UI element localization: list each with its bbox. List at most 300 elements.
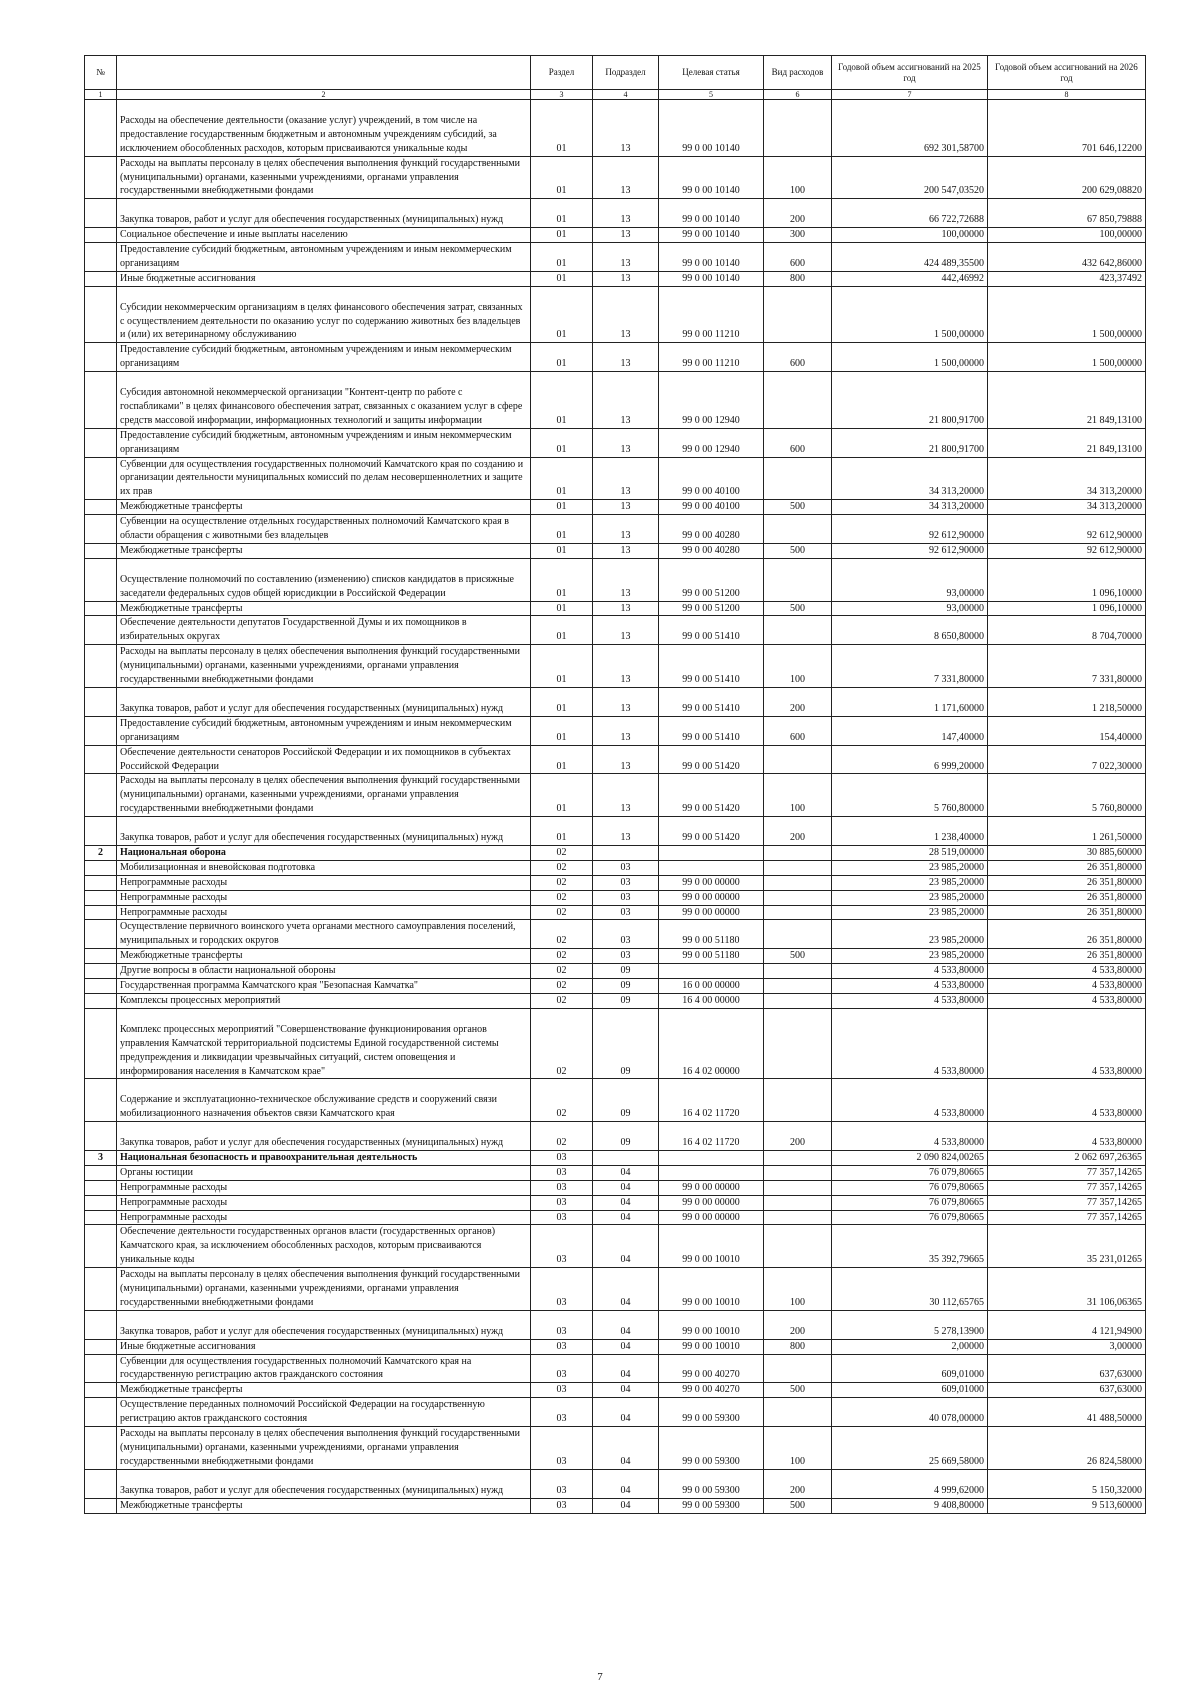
row-number [85,100,117,157]
row-expense-type [764,1180,832,1195]
row-volume-2025: 21 800,91700 [832,372,988,429]
row-podrazdel: 13 [593,428,659,457]
row-name: Предоставление субсидий бюджетным, автономным учреждениям и иным некоммерческим организациям [117,428,531,457]
row-razdel: 01 [531,500,593,515]
row-target-article: 99 0 00 40280 [659,515,764,544]
row-volume-2026: 637,63000 [988,1383,1146,1398]
table-row [85,1268,1146,1311]
row-volume-2025: 34 313,20000 [832,500,988,515]
row-volume-2025: 1 500,00000 [832,286,988,343]
table-row [85,905,1146,920]
row-name: Предоставление субсидий бюджетным, автономным учреждениям и иным некоммерческим организациям [117,343,531,372]
row-name: Обеспечение деятельности государственных органов власти (государственных органов) Камчатского края, за исключением обособленных расходов, которым присваиваются уникальные коды [117,1225,531,1268]
row-target-article: 99 0 00 10010 [659,1225,764,1268]
row-number [85,500,117,515]
row-volume-2025: 2,00000 [832,1339,988,1354]
row-razdel: 01 [531,457,593,500]
row-volume-2026: 41 488,50000 [988,1398,1146,1427]
header-podrazdel: Подраздел [593,56,659,90]
table-row [85,920,1146,949]
header-name [117,56,531,90]
table-row [85,1195,1146,1210]
row-podrazdel: 09 [593,1008,659,1079]
row-razdel: 03 [531,1225,593,1268]
row-number [85,1122,117,1151]
row-number [85,558,117,601]
row-target-article: 99 0 00 51420 [659,817,764,846]
row-number [85,716,117,745]
row-target-article: 99 0 00 10140 [659,243,764,272]
row-razdel: 03 [531,1150,593,1165]
row-volume-2025: 6 999,20000 [832,745,988,774]
row-volume-2026: 4 533,80000 [988,964,1146,979]
row-podrazdel: 03 [593,949,659,964]
row-target-article: 99 0 00 40100 [659,457,764,500]
row-podrazdel: 13 [593,343,659,372]
table-row [85,372,1146,429]
row-razdel: 01 [531,716,593,745]
header-target-article: Целевая статья [659,56,764,90]
row-podrazdel: 09 [593,1122,659,1151]
row-number [85,1008,117,1079]
row-volume-2026: 35 231,01265 [988,1225,1146,1268]
row-razdel: 01 [531,243,593,272]
row-podrazdel: 09 [593,979,659,994]
table-row [85,1427,1146,1470]
budget-table [84,55,1146,1514]
row-volume-2026: 1 500,00000 [988,343,1146,372]
row-volume-2026: 4 533,80000 [988,1122,1146,1151]
row-number: 3 [85,1150,117,1165]
row-name: Субсидии некоммерческим организациям в целях финансового обеспечения затрат, связанных с осуществлением деятельности по оказанию услуг по содержанию животных без владельцев и (или) их ветеринарному обслуживанию [117,286,531,343]
row-razdel: 03 [531,1398,593,1427]
row-number [85,286,117,343]
row-name: Государственная программа Камчатского края "Безопасная Камчатка" [117,979,531,994]
row-number [85,228,117,243]
row-razdel: 03 [531,1210,593,1225]
row-expense-type [764,100,832,157]
row-target-article: 99 0 00 59300 [659,1427,764,1470]
row-expense-type: 500 [764,949,832,964]
row-volume-2025: 4 533,80000 [832,994,988,1009]
table-row [85,774,1146,817]
row-razdel: 01 [531,616,593,645]
row-number [85,1498,117,1513]
table-row [85,199,1146,228]
row-name: Иные бюджетные ассигнования [117,271,531,286]
row-expense-type [764,920,832,949]
row-number [85,1165,117,1180]
table-row [85,949,1146,964]
row-number [85,745,117,774]
row-volume-2025: 40 078,00000 [832,1398,988,1427]
row-podrazdel: 03 [593,860,659,875]
header-expense-type: Вид расходов [764,56,832,90]
row-target-article [659,860,764,875]
row-target-article: 99 0 00 10140 [659,228,764,243]
row-volume-2026: 30 885,60000 [988,845,1146,860]
row-expense-type [764,286,832,343]
row-volume-2026: 26 351,80000 [988,905,1146,920]
row-name: Другие вопросы в области национальной обороны [117,964,531,979]
table-row [85,428,1146,457]
table-row [85,716,1146,745]
row-razdel: 03 [531,1165,593,1180]
row-volume-2025: 4 999,62000 [832,1469,988,1498]
row-target-article: 99 0 00 00000 [659,1180,764,1195]
row-podrazdel: 13 [593,457,659,500]
table-row [85,1150,1146,1165]
row-podrazdel: 13 [593,543,659,558]
row-expense-type: 600 [764,243,832,272]
row-name: Закупка товаров, работ и услуг для обеспечения государственных (муниципальных) нужд [117,1122,531,1151]
row-expense-type [764,1008,832,1079]
row-razdel: 01 [531,428,593,457]
row-number [85,1180,117,1195]
row-name: Закупка товаров, работ и услуг для обеспечения государственных (муниципальных) нужд [117,1469,531,1498]
row-name: Содержание и эксплуатационно-техническое обслуживание средств и сооружений связи мобилизационного назначения объектов связи Камчатского края [117,1079,531,1122]
row-target-article: 99 0 00 12940 [659,372,764,429]
row-expense-type [764,1079,832,1122]
row-razdel: 02 [531,1079,593,1122]
row-number [85,1383,117,1398]
row-volume-2026: 26 351,80000 [988,860,1146,875]
row-razdel: 01 [531,199,593,228]
row-target-article: 99 0 00 00000 [659,875,764,890]
row-volume-2026: 3,00000 [988,1339,1146,1354]
header-index-6: 6 [764,90,832,100]
row-podrazdel: 03 [593,890,659,905]
row-volume-2025: 442,46992 [832,271,988,286]
row-name: Органы юстиции [117,1165,531,1180]
table-row [85,1210,1146,1225]
row-number [85,515,117,544]
row-volume-2025: 1 171,60000 [832,688,988,717]
row-volume-2025: 92 612,90000 [832,515,988,544]
row-name: Межбюджетные трансферты [117,601,531,616]
row-razdel: 01 [531,543,593,558]
row-expense-type: 100 [764,156,832,199]
header-razdel: Раздел [531,56,593,90]
row-volume-2026: 77 357,14265 [988,1180,1146,1195]
row-razdel: 01 [531,372,593,429]
row-expense-type: 500 [764,500,832,515]
row-podrazdel: 13 [593,515,659,544]
row-razdel: 03 [531,1498,593,1513]
row-volume-2026: 21 849,13100 [988,372,1146,429]
row-number [85,543,117,558]
row-expense-type: 800 [764,1339,832,1354]
table-row [85,688,1146,717]
row-number [85,817,117,846]
row-volume-2025: 692 301,58700 [832,100,988,157]
row-podrazdel: 04 [593,1310,659,1339]
row-podrazdel: 04 [593,1268,659,1311]
table-row [85,817,1146,846]
row-name: Закупка товаров, работ и услуг для обеспечения государственных (муниципальных) нужд [117,817,531,846]
row-target-article [659,964,764,979]
row-volume-2026: 4 533,80000 [988,979,1146,994]
row-volume-2026: 92 612,90000 [988,515,1146,544]
row-expense-type: 200 [764,1122,832,1151]
row-number [85,271,117,286]
row-volume-2025: 609,01000 [832,1383,988,1398]
row-razdel: 01 [531,156,593,199]
row-expense-type: 500 [764,543,832,558]
row-podrazdel: 13 [593,228,659,243]
row-podrazdel: 09 [593,1079,659,1122]
row-target-article: 99 0 00 51180 [659,920,764,949]
row-number [85,243,117,272]
row-volume-2026: 26 351,80000 [988,949,1146,964]
row-target-article: 99 0 00 51420 [659,745,764,774]
row-expense-type [764,745,832,774]
table-row [85,1079,1146,1122]
row-name: Комплекс процессных мероприятий "Совершенствование функционирования органов управления Камчатской территориальной подсистемы Единой государственной системы предупреждения и ликвидации чрезвычайных ситуаций, систем оповещения и информирования населения в Камчатском крае" [117,1008,531,1079]
row-name: Социальное обеспечение и иные выплаты населению [117,228,531,243]
row-expense-type [764,558,832,601]
row-expense-type [764,845,832,860]
row-razdel: 01 [531,558,593,601]
row-name: Межбюджетные трансферты [117,543,531,558]
row-podrazdel: 04 [593,1498,659,1513]
row-podrazdel: 13 [593,100,659,157]
row-razdel: 01 [531,286,593,343]
row-target-article: 99 0 00 10140 [659,199,764,228]
row-volume-2026: 77 357,14265 [988,1165,1146,1180]
row-expense-type: 200 [764,1310,832,1339]
row-expense-type [764,890,832,905]
row-volume-2026: 8 704,70000 [988,616,1146,645]
row-podrazdel: 03 [593,875,659,890]
table-row [85,515,1146,544]
row-target-article: 99 0 00 59300 [659,1398,764,1427]
header-volume-2025: Годовой объем ассигнований на 2025 год [832,56,988,90]
row-razdel: 01 [531,228,593,243]
row-volume-2025: 23 985,20000 [832,860,988,875]
row-volume-2026: 21 849,13100 [988,428,1146,457]
row-target-article: 99 0 00 00000 [659,905,764,920]
table-row [85,1122,1146,1151]
row-volume-2025: 23 985,20000 [832,949,988,964]
header-index-7: 7 [832,90,988,100]
row-expense-type [764,1210,832,1225]
row-podrazdel: 13 [593,199,659,228]
row-volume-2025: 23 985,20000 [832,905,988,920]
row-volume-2025: 4 533,80000 [832,964,988,979]
row-name: Осуществление полномочий по составлению (изменению) списков кандидатов в присяжные заседатели федеральных судов общей юрисдикции в Российской Федерации [117,558,531,601]
row-volume-2026: 5 760,80000 [988,774,1146,817]
row-podrazdel: 13 [593,688,659,717]
row-number [85,920,117,949]
table-row [85,457,1146,500]
row-volume-2026: 4 121,94900 [988,1310,1146,1339]
row-razdel: 03 [531,1339,593,1354]
row-name: Межбюджетные трансферты [117,1383,531,1398]
row-volume-2025: 5 278,13900 [832,1310,988,1339]
table-row [85,156,1146,199]
row-volume-2026: 4 533,80000 [988,1079,1146,1122]
row-number [85,1268,117,1311]
table-row [85,343,1146,372]
row-volume-2025: 100,00000 [832,228,988,243]
row-number [85,645,117,688]
row-volume-2025: 4 533,80000 [832,1079,988,1122]
row-volume-2025: 5 760,80000 [832,774,988,817]
row-volume-2025: 76 079,80665 [832,1165,988,1180]
table-row [85,616,1146,645]
row-volume-2025: 30 112,65765 [832,1268,988,1311]
row-number [85,905,117,920]
row-podrazdel: 13 [593,745,659,774]
row-name: Расходы на обеспечение деятельности (оказание услуг) учреждений, в том числе на предоставление государственным бюджетным и автономным учреждениям субсидий, за исключением обособленных расходов, которым присваиваются уникальные коды [117,100,531,157]
row-volume-2025: 34 313,20000 [832,457,988,500]
row-target-article: 99 0 00 59300 [659,1498,764,1513]
table-row [85,1498,1146,1513]
row-podrazdel: 04 [593,1195,659,1210]
table-header [85,56,1146,100]
row-expense-type: 100 [764,1268,832,1311]
table-body [85,100,1146,1514]
row-number [85,774,117,817]
row-number [85,890,117,905]
row-expense-type [764,905,832,920]
row-expense-type [764,1195,832,1210]
row-name: Обеспечение деятельности сенаторов Российской Федерации и их помощников в субъектах Российской Федерации [117,745,531,774]
table-row [85,1383,1146,1398]
row-podrazdel: 13 [593,616,659,645]
row-target-article: 99 0 00 10010 [659,1268,764,1311]
row-expense-type [764,964,832,979]
row-podrazdel: 13 [593,558,659,601]
row-volume-2025: 147,40000 [832,716,988,745]
row-podrazdel: 13 [593,243,659,272]
row-volume-2026: 7 331,80000 [988,645,1146,688]
row-name: Расходы на выплаты персоналу в целях обеспечения выполнения функций государственными (муниципальными) органами, казенными учреждениями, органами управления государственными внебюджетными фондами [117,645,531,688]
row-volume-2026: 2 062 697,26365 [988,1150,1146,1165]
row-razdel: 02 [531,1008,593,1079]
row-razdel: 01 [531,515,593,544]
row-volume-2026: 26 824,58000 [988,1427,1146,1470]
row-name: Национальная безопасность и правоохранительная деятельность [117,1150,531,1165]
row-podrazdel: 03 [593,920,659,949]
row-podrazdel: 04 [593,1225,659,1268]
row-volume-2025: 424 489,35500 [832,243,988,272]
row-razdel: 03 [531,1427,593,1470]
row-volume-2025: 4 533,80000 [832,979,988,994]
row-razdel: 02 [531,964,593,979]
header-no: № [85,56,117,90]
row-number [85,1469,117,1498]
table-row [85,271,1146,286]
table-row [85,645,1146,688]
row-name: Непрограммные расходы [117,890,531,905]
table-row [85,243,1146,272]
row-number [85,156,117,199]
row-volume-2026: 1 096,10000 [988,558,1146,601]
row-volume-2026: 77 357,14265 [988,1195,1146,1210]
row-volume-2026: 77 357,14265 [988,1210,1146,1225]
row-expense-type [764,979,832,994]
row-target-article [659,1165,764,1180]
row-podrazdel: 04 [593,1339,659,1354]
row-target-article: 16 4 02 11720 [659,1079,764,1122]
row-volume-2026: 4 533,80000 [988,1008,1146,1079]
row-number [85,1195,117,1210]
row-expense-type [764,372,832,429]
row-razdel: 03 [531,1180,593,1195]
row-name: Закупка товаров, работ и услуг для обеспечения государственных (муниципальных) нужд [117,688,531,717]
row-podrazdel: 04 [593,1383,659,1398]
row-razdel: 01 [531,100,593,157]
row-number [85,428,117,457]
table-row [85,890,1146,905]
header-index-8: 8 [988,90,1146,100]
row-name: Субсидия автономной некоммерческой организации "Контент-центр по работе с госпабликами" в целях финансового обеспечения затрат, связанных с оказанием услуг в сфере средств массовой информации, информационных технологий и защиты информации [117,372,531,429]
row-name: Национальная оборона [117,845,531,860]
row-number [85,1310,117,1339]
row-number [85,1210,117,1225]
row-podrazdel: 03 [593,905,659,920]
row-target-article: 99 0 00 11210 [659,343,764,372]
row-volume-2025: 76 079,80665 [832,1180,988,1195]
row-target-article: 99 0 00 11210 [659,286,764,343]
row-razdel: 02 [531,860,593,875]
row-name: Непрограммные расходы [117,1195,531,1210]
row-name: Субвенции для осуществления государственных полномочий Камчатского края на государственную регистрацию актов гражданского состояния [117,1354,531,1383]
row-volume-2025: 93,00000 [832,601,988,616]
row-expense-type: 100 [764,645,832,688]
row-volume-2026: 100,00000 [988,228,1146,243]
row-expense-type [764,457,832,500]
row-target-article: 99 0 00 51200 [659,601,764,616]
row-name: Межбюджетные трансферты [117,949,531,964]
row-expense-type: 100 [764,774,832,817]
row-target-article: 99 0 00 10140 [659,271,764,286]
row-expense-type: 600 [764,343,832,372]
row-name: Непрограммные расходы [117,1210,531,1225]
row-name: Расходы на выплаты персоналу в целях обеспечения выполнения функций государственными (муниципальными) органами, казенными учреждениями, органами управления государственными внебюджетными фондами [117,156,531,199]
row-expense-type: 500 [764,1498,832,1513]
row-target-article: 99 0 00 51180 [659,949,764,964]
row-target-article [659,1150,764,1165]
row-razdel: 01 [531,774,593,817]
row-expense-type: 600 [764,428,832,457]
table-row [85,1180,1146,1195]
row-name: Субвенции на осуществление отдельных государственных полномочий Камчатского края в области обращения с животными без владельцев [117,515,531,544]
row-number [85,199,117,228]
row-target-article: 16 0 00 00000 [659,979,764,994]
row-razdel: 02 [531,994,593,1009]
row-volume-2025: 35 392,79665 [832,1225,988,1268]
row-name: Непрограммные расходы [117,875,531,890]
row-number [85,343,117,372]
row-razdel: 02 [531,875,593,890]
row-volume-2025: 21 800,91700 [832,428,988,457]
row-volume-2025: 76 079,80665 [832,1210,988,1225]
row-expense-type: 300 [764,228,832,243]
row-podrazdel: 09 [593,964,659,979]
row-target-article: 99 0 00 59300 [659,1469,764,1498]
row-name: Непрограммные расходы [117,905,531,920]
row-name: Расходы на выплаты персоналу в целях обеспечения выполнения функций государственными (муниципальными) органами, казенными учреждениями, органами управления государственными внебюджетными фондами [117,1268,531,1311]
row-name: Осуществление переданных полномочий Российской Федерации на государственную регистрацию актов гражданского состояния [117,1398,531,1427]
row-expense-type: 500 [764,601,832,616]
table-row [85,1469,1146,1498]
row-target-article: 99 0 00 00000 [659,1210,764,1225]
table-row [85,745,1146,774]
row-expense-type [764,1225,832,1268]
